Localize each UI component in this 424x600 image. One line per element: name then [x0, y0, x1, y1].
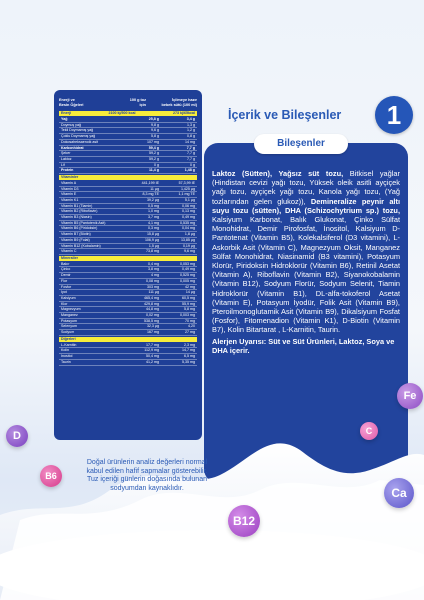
vitamin-d-icon: D: [6, 425, 28, 447]
nutri-header-label: Besin Öğeleri: [59, 102, 84, 107]
nutrient-value: 106,9 µg: [144, 237, 159, 242]
nutri-header-label: için: [139, 102, 146, 107]
nutrient-value: 60,5 mg: [182, 295, 195, 300]
nutrient-value: 59,2 g: [149, 151, 159, 156]
nutrient-name: Demir: [61, 273, 71, 278]
nutrient-value: 0,535 mg: [180, 220, 195, 225]
nutrient-value: 57,3,99 IE: [178, 180, 195, 185]
nutrient-value: 1,425 µg: [180, 186, 195, 191]
nutrient-name: Çinko: [61, 267, 71, 272]
nutrient-value: 111 µg: [148, 290, 159, 295]
ingredients-text: [212, 169, 400, 335]
nutrient-value: 0,525 mg: [180, 273, 195, 278]
nutrient-value: 50,4 mg: [146, 354, 159, 359]
nutrient-value: 0,49 mg: [182, 215, 195, 220]
nutrient-value: 55,9 mg: [182, 301, 195, 306]
analysis-note: Doğal ürünlerin analiz değerleri normal kabul edilen hafif sapmalar gösterebilir. Tuz içeriği günlerin doğasında bulunan sodyumdan kaynaklıdır.: [86, 459, 208, 492]
nutrient-value: 303 mg: [147, 284, 159, 289]
nutrient-value: 9,6 mg: [184, 249, 195, 254]
nutrient-name: Çoklu Doymamış yağ: [61, 134, 96, 139]
ingredients-title: Bileşenler: [254, 134, 348, 154]
nutrient-value: 13,85 µg: [180, 237, 195, 242]
nutrient-name: Vitamin D3: [61, 186, 79, 191]
nutrient-name: Bakır: [61, 261, 70, 266]
section-heading: İçerik ve Bileşenler: [228, 108, 342, 122]
nutrient-value: 3,8 mg: [148, 267, 159, 272]
ingredients-bold: Laktoz (Sütten), Yağsız süt tozu,: [212, 169, 344, 178]
nutrient-value: 3,4 g: [186, 116, 195, 121]
nutrient-value: 44,8 mg: [146, 307, 159, 312]
nutrient-name: Flor: [61, 278, 68, 283]
nutrient-name: Vitamin B3 (Niasin): [61, 215, 92, 220]
nutrient-value: 14 mg: [185, 139, 195, 144]
nutrient-value: 465,4 mg: [144, 295, 159, 300]
nutrient-value: 5,1 µg: [184, 197, 195, 202]
nutrient-name: Kalsiyum: [61, 295, 76, 300]
calcium-ca-icon: Ca: [384, 478, 414, 508]
nutrient-name: Laktoz: [61, 156, 72, 161]
nutrient-name: Vitamin B1 (Tiamin): [61, 203, 93, 208]
allergy-warning: Alerjen Uyarısı: Süt ve Süt Ürünleri, Laktoz, Soya ve DHA içerir.: [212, 336, 395, 355]
energy-label: Enerji: [61, 111, 71, 116]
nutrient-value: 0,19 µg: [182, 243, 195, 248]
nutrient-name: L-Karnitin: [61, 342, 77, 347]
nutri-header-label: 100 g toz: [129, 98, 146, 102]
nutrient-value: 59,4 g: [148, 145, 159, 150]
nutrient-name: Vitamin B6 (Piridoksin): [61, 226, 98, 231]
nutrient-name: İnositol: [61, 354, 73, 359]
nutrient-name: Lif: [61, 162, 65, 167]
nutri-header-label: İçilmeye hazır: [172, 98, 197, 102]
energy-value: 273 kj/65kcal: [173, 111, 195, 116]
nutrient-value: 6,5 mg: [184, 354, 195, 359]
nutrient-value: 429,8 mg: [144, 301, 159, 306]
nutrient-value: 73,8 mg: [146, 249, 159, 254]
nutrient-value: 441,199 IE: [141, 180, 159, 185]
nutrient-value: 0,053 mg: [180, 261, 195, 266]
nutrient-value: 1,3 g: [187, 122, 195, 127]
vitamins-list: [59, 181, 197, 255]
nutrient-value: 41,2 mg: [146, 359, 159, 364]
nutrient-value: 4,20: [188, 324, 195, 329]
nutrient-value: 107 mg: [147, 139, 159, 144]
nutrient-value: 11,4 g: [149, 168, 159, 173]
nutrient-value: 4,1 mg: [148, 220, 159, 225]
nutrient-value: 1,2 g: [187, 128, 195, 133]
ingredients-bold: Demineralize peynir altı suyu tozu (sütten), DHA (Schizochytrium sp.) tozu,: [212, 196, 400, 215]
nutrient-value: 0,8 g: [187, 134, 195, 139]
nutrient-value: 5,35 mg: [182, 359, 195, 364]
nutrient-value: 11 µg: [150, 186, 159, 191]
nutrient-value: 0,08 mg: [146, 278, 159, 283]
nutrient-value: 39,2 µg: [146, 197, 159, 202]
nutrient-name: Fosfor: [61, 284, 72, 289]
nutrient-value: 0,4 mg: [148, 261, 159, 266]
nutrient-name: Vitamin B12 (Kobalamin): [61, 243, 101, 248]
iron-fe-icon: Fe: [397, 383, 423, 409]
nutrient-value: 0,49 mg: [182, 267, 195, 272]
vitamins-title: Vitaminler: [59, 175, 197, 180]
nutrient-value: 0,005 mg: [180, 278, 195, 283]
macros-list: [59, 117, 197, 174]
nutrient-value: 1,48 g: [184, 168, 195, 173]
nutrient-value: 70 mg: [185, 318, 195, 323]
nutrient-name: Tekli Doymamış yağ: [61, 128, 94, 133]
nutrient-name: Vitamin B7 (Biotin): [61, 232, 91, 237]
vitamin-c-icon: C: [360, 422, 378, 440]
nutrient-value: 9,8 g: [151, 122, 159, 127]
nutrient-value: 7,7 g: [187, 156, 195, 161]
nutrient-name: Sodyum: [61, 330, 75, 335]
nutrition-panel: [54, 90, 202, 440]
nutrient-value: 5,8 g: [151, 134, 159, 139]
nutrient-value: 1,8 µg: [184, 232, 195, 237]
nutrient-name: Klor: [61, 301, 68, 306]
nutrient-value: 538,5 mg: [144, 318, 159, 323]
nutrient-name: Vitamin C: [61, 249, 77, 254]
nutrient-name: Vitamin E: [61, 192, 77, 197]
nutrient-name: Doymuş yağ: [61, 122, 81, 127]
nutrient-value: 15,8 µg: [146, 232, 159, 237]
nutrient-name: Magnezyum: [61, 307, 81, 312]
nutrient-value: 5,8 mg: [184, 307, 195, 312]
nutrient-row: [59, 168, 197, 174]
nutrient-value: 0,003 mg: [180, 313, 195, 318]
nutrient-row: [59, 360, 197, 366]
nutrient-value: 1,5 µg: [148, 243, 159, 248]
nutrient-name: Yağ: [61, 116, 68, 121]
ingredients-part: Kalsiyum Karbonat, Balık Glukonat, Çinko Sülfat Monohidrat, Demir Pirofosfat, İnositol, Kalsiyum D-Pantotenat (Vitamin B5), Kolekalsiferol (D3 vitamini), L-Askorbik Asit (Vitamin C), Magnezyum Oksit, Manganez Sülfat Monohidrat, Niasinamid (B3 vitamini), Potasyum Klorür, Piridoksin Hidroklorür (Vitamin B6), Retinil Asetat (Vitamin A), Riboflavin (Vitamin B2), Siyanokobalamin (Vitamin B12), Sodyum Florür, Sodyum Selenit, Tiamin Hidroklorür (Vitamin B1), DL-alfa-tokoferol Asetat (Vitamin E), Potasyum İyodür, Folik Asit (Vitamin B9), Pteroilmonoglutamik Asit (Vitamin B9), Dikalsiyum Fosfat (Fosfor), Fitomenadion (Vitamin K1), D-Biotin (Vitamin B7), Kolin Bitartarat , L-Karnitin, Taurin.: [212, 215, 400, 335]
nutrient-name: Vitamin A: [61, 180, 77, 185]
nutrient-value: 1,0 mg: [148, 209, 159, 214]
nutrient-value: 27 mg: [185, 330, 195, 335]
step-badge: 1: [375, 96, 413, 134]
energy-value: 2100 kj/500 kcal: [108, 111, 136, 116]
minerals-list: [59, 262, 197, 336]
nutrient-name: Vitamin B9 (Folat): [61, 237, 90, 242]
nutrient-value: 2,3 mg: [184, 342, 195, 347]
ingredients-part: Bitkisel yağlar (Hindistan cevizi yağı tozu, Yüksek oleik asitli ayçiçek yağı tozu, ayçiçek yağı tozu, Kanola yağı tozu, (Yağ tozlarından gelen glukoz)),: [212, 169, 400, 206]
energy-row: [59, 111, 197, 116]
nutrient-name: Kolin: [61, 348, 69, 353]
milk-splash-image: [0, 420, 424, 600]
nutrient-value: 0,3 mg: [148, 226, 159, 231]
nutrient-value: 3,7 mg: [148, 215, 159, 220]
nutrient-name: Selenyum: [61, 324, 77, 329]
nutrient-name: Protein: [61, 168, 74, 173]
nutrient-value: 0,06 mg: [182, 203, 195, 208]
nutrient-value: 0,5 mg: [148, 203, 159, 208]
nutrient-name: Karbonhidrat: [61, 145, 84, 150]
minerals-title: Mineraller: [59, 256, 197, 261]
nutrient-value: 32,3 µg: [146, 324, 159, 329]
nutrient-value: 0,13 mg: [182, 209, 195, 214]
nutrient-value: 4 mg: [151, 273, 159, 278]
nutrient-value: 17,7 mg: [146, 342, 159, 347]
nutrient-name: Dokosaheksaenoik asit: [61, 139, 98, 144]
nutrient-value: 112,9 mg: [144, 348, 159, 353]
others-list: [59, 343, 197, 366]
nutrient-value: 0 g: [154, 162, 159, 167]
nutrient-name: Şeker: [61, 151, 71, 156]
vitamin-b6-icon: B6: [40, 465, 62, 487]
nutrient-value: 0 g: [190, 162, 195, 167]
nutrient-name: Manganez: [61, 313, 78, 318]
nutrient-value: 7,7 g: [187, 151, 195, 156]
nutrient-value: 0,02 mg: [146, 313, 159, 318]
nutrient-value: 1,1 mg TE: [178, 192, 195, 197]
nutrient-value: 59,2 g: [149, 156, 159, 161]
nutrient-value: 14,7 mg: [182, 348, 195, 353]
nutrient-value: 42 mg: [185, 284, 195, 289]
nutrient-name: Vitamin B5 (Pantotenik Asit): [61, 220, 106, 225]
nutrient-name: Vitamin B2 (Riboflavin): [61, 209, 98, 214]
nutri-header-label: Enerji ve: [59, 98, 75, 102]
nutrient-value: 167 mg: [147, 330, 159, 335]
nutrient-name: İyot: [61, 290, 67, 295]
nutrient-row: [59, 330, 197, 336]
nutri-header-label: bebek sütü (100 ml): [161, 102, 197, 107]
nutrient-value: 0,04 mg: [182, 226, 195, 231]
nutrition-header: [59, 98, 197, 107]
nutrient-name: Potasyum: [61, 318, 77, 323]
nutrient-row: [59, 249, 197, 255]
nutrient-name: Vitamin K1: [61, 197, 79, 202]
nutrient-value: 8,3 mg TE: [142, 192, 159, 197]
nutrient-name: Taurin: [61, 359, 71, 364]
nutrient-value: 14 µg: [185, 290, 195, 295]
vitamin-b12-icon: B12: [228, 505, 260, 537]
nutrient-value: 7,7 g: [186, 145, 195, 150]
nutrient-value: 25,8 g: [148, 116, 159, 121]
others-title: Diğerleri: [59, 337, 197, 342]
nutrient-value: 9,6 g: [151, 128, 159, 133]
